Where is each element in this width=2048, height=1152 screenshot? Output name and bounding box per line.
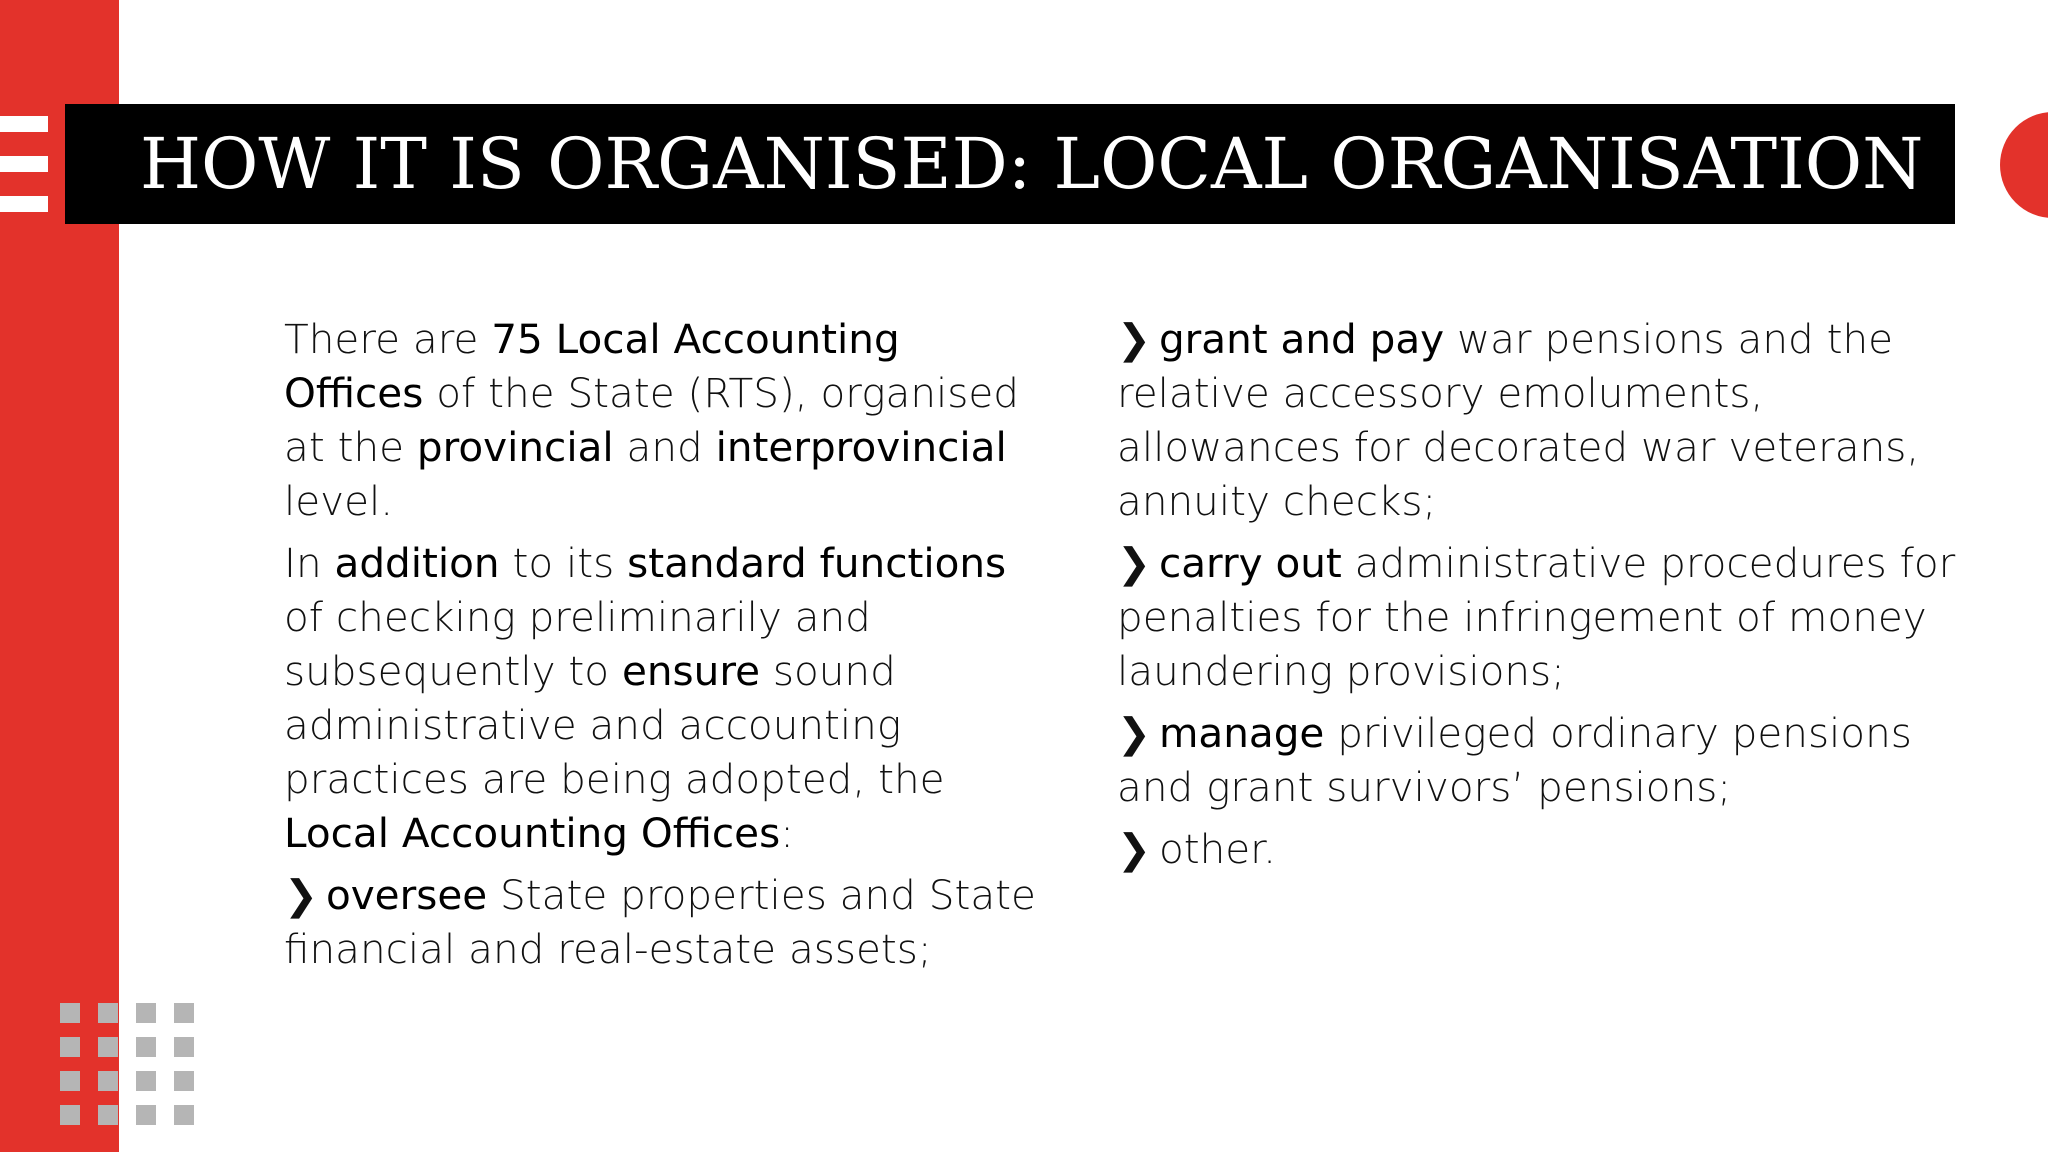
accent-circle [2000, 112, 2048, 218]
bullet-item [1117, 706, 1977, 814]
bullet-item [1117, 312, 1977, 528]
bold-text: provincial [416, 423, 614, 471]
chevron-right-icon: ❯ [1117, 315, 1151, 363]
text: to its [499, 539, 628, 587]
chevron-right-icon: ❯ [1117, 709, 1151, 757]
bold-text: 75 Local Accounting Offices [284, 315, 900, 417]
bold-text: addition [334, 539, 500, 587]
text: war pensions and the relative accessory emoluments, allowances for decorated war veterans, annuity checks; [1117, 315, 1920, 525]
text: other. [1158, 825, 1276, 873]
text: State properties and State financial and real-estate assets; [284, 871, 1036, 973]
bold-text: grant and pay [1158, 315, 1445, 363]
bold-text: manage [1158, 709, 1325, 757]
bullet-item [284, 868, 1044, 976]
right-column [1117, 312, 1977, 884]
chevron-right-icon: ❯ [1117, 825, 1151, 873]
text: level. [284, 477, 394, 525]
bold-text: standard functions [627, 539, 1007, 587]
text: : [780, 809, 794, 857]
bold-text: oversee [325, 871, 488, 919]
text: There are [284, 315, 492, 363]
text: of the State (RTS), organised at the [284, 369, 1020, 471]
chevron-right-icon: ❯ [1117, 539, 1151, 587]
text: and [613, 423, 716, 471]
text: privileged ordinary pensions and grant survivors’ pensions; [1117, 709, 1912, 811]
text: sound administrative and accounting practices are being adopted, the [284, 647, 945, 803]
slide-title: HOW IT IS ORGANISED: LOCAL ORGANISATION [140, 123, 1924, 205]
functions-paragraph [284, 536, 1044, 860]
text: of checking preliminarily and subsequently to [284, 593, 871, 695]
text: administrative procedures for penalties for the infringement of money laundering provisions; [1117, 539, 1956, 695]
bold-text: carry out [1158, 539, 1342, 587]
text: In [284, 539, 335, 587]
dot-grid-decoration [60, 1003, 200, 1127]
bold-text: Local Accounting Offices [284, 809, 781, 857]
bullet-item [1117, 536, 1977, 698]
intro-paragraph [284, 312, 1044, 528]
bold-text: interprovincial [715, 423, 1007, 471]
left-column [284, 312, 1044, 984]
chevron-right-icon: ❯ [284, 871, 318, 919]
stripes-decoration [0, 116, 48, 212]
bold-text: ensure [621, 647, 761, 695]
bullet-item [1117, 822, 1977, 876]
